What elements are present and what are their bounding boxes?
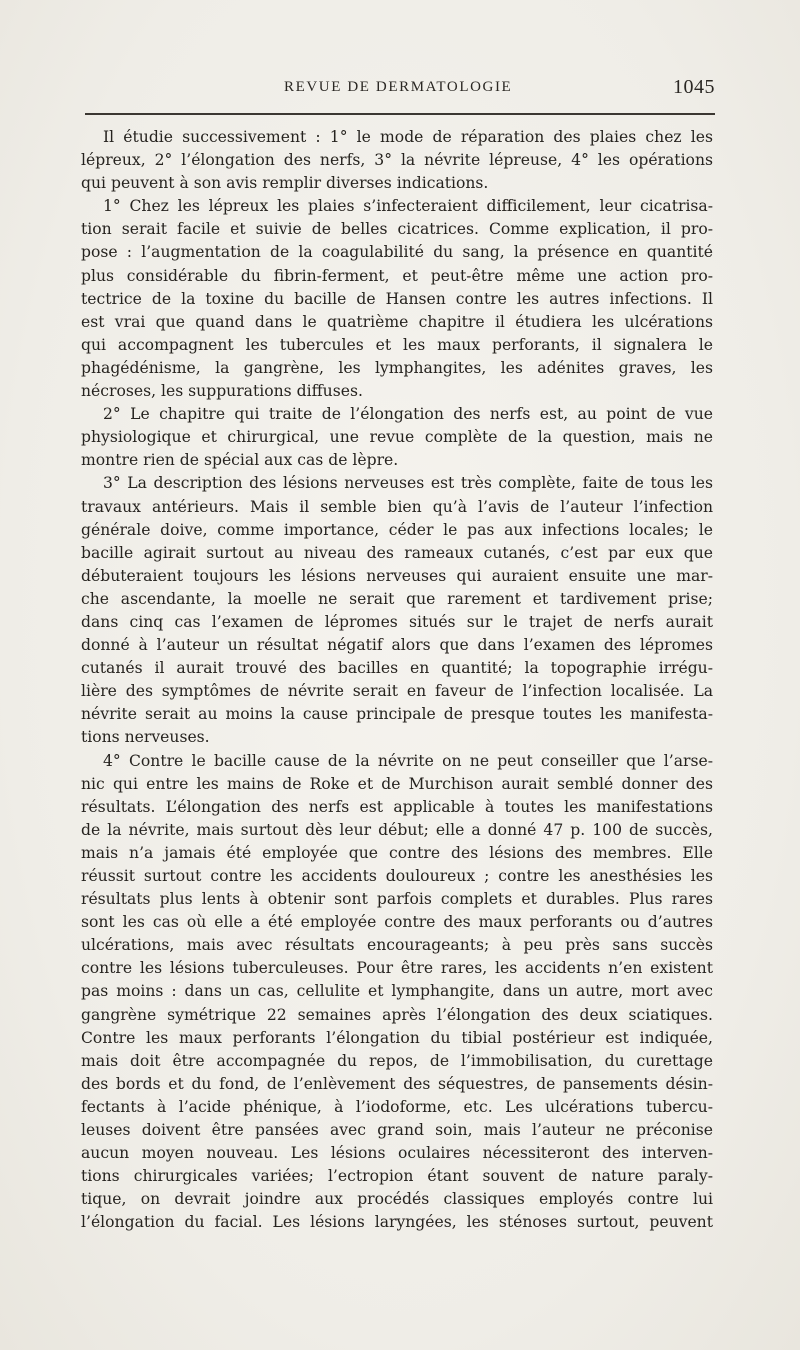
text-line: est vrai que quand dans le quatrième chapitre il étudiera les ulcérations: [81, 312, 713, 331]
text-line: qui accompagnent les tubercules et les maux perforants, il signalera le: [81, 335, 713, 354]
text-line: montre rien de spécial aux cas de lèpre.: [81, 451, 399, 470]
text-line: lière des symptômes de névrite serait en faveur de l’infection localisée. La: [81, 682, 713, 701]
text-line: de la névrite, mais surtout dès leur début; elle a donné 47 p. 100 de succès,: [81, 820, 713, 839]
text-line: qui peuvent à son avis remplir diverses indications.: [81, 174, 489, 193]
text-line: cutanés il aurait trouvé des bacilles en quantité; la topographie irrégu-: [81, 659, 713, 678]
body-text: [81, 126, 713, 1235]
text-line: Il étudie successivement : 1° le mode de réparation des plaies chez les: [103, 128, 713, 146]
text-line: fectants à l’acide phénique, à l’iodoforme, etc. Les ulcérations tubercu-: [81, 1097, 713, 1116]
text-line: phagédénisme, la gangrène, les lymphangites, les adénites graves, les: [81, 358, 713, 377]
text-line: tectrice de la toxine du bacille de Hansen contre les autres infections. Il: [81, 289, 713, 308]
text-line: tions nerveuses.: [81, 728, 210, 747]
header-rule: [85, 113, 715, 115]
text-line: travaux antérieurs. Mais il semble bien qu’à l’avis de l’auteur l’infection: [81, 497, 713, 516]
text-line: pose : l’augmentation de la coagulabilité du sang, la présence en quantité: [81, 243, 713, 262]
text-line: tions chirurgicales variées; l’ectropion étant souvent de nature paraly-: [81, 1167, 713, 1186]
text-line: réussit surtout contre les accidents douloureux ; contre les anesthésies les: [81, 867, 713, 885]
text-line: 4° Contre le bacille cause de la névrite on ne peut conseiller que l’arse-: [103, 751, 713, 770]
text-line: Contre les maux perforants l’élongation du tibial postérieur est indiquée,: [81, 1028, 713, 1047]
text-line: bacille agirait surtout au niveau des rameaux cutanés, c’est par eux que: [81, 543, 713, 562]
text-line: gangrène symétrique 22 semaines après l’élongation des deux sciatiques.: [81, 1005, 713, 1024]
text-line: pas moins : dans un cas, cellulite et lymphangite, dans un autre, mort avec: [81, 982, 713, 1001]
journal-title: REVUE DE DERMATOLOGIE: [284, 79, 513, 95]
text-line: ulcérations, mais avec résultats encourageants; à peu près sans succès: [81, 936, 713, 955]
running-head: [85, 76, 715, 102]
text-line: sont les cas où elle a été employée contre des maux perforants ou d’autres: [81, 913, 713, 932]
text-line: physiologique et chirurgical, une revue complète de la question, mais ne: [81, 428, 713, 447]
text-line: résultats. L’élongation des nerfs est applicable à toutes les manifestations: [81, 797, 713, 816]
text-line: résultats plus lents à obtenir sont parfois complets et durables. Plus rares: [81, 890, 713, 909]
text-line: che ascendante, la moelle ne serait que rarement et tardivement prise;: [81, 589, 713, 608]
text-line: plus considérable du fibrin-ferment, et peut-être même une action pro-: [81, 266, 713, 285]
text-line: nécroses, les suppurations diffuses.: [81, 382, 363, 401]
text-line: tion serait facile et suivie de belles cicatrices. Comme explication, il pro-: [81, 220, 713, 239]
text-line: dans cinq cas l’examen de lépromes situés sur le trajet de nerfs aurait: [81, 612, 713, 631]
text-line: donné à l’auteur un résultat négatif alors que dans l’examen des lépromes: [81, 636, 713, 655]
text-line: des bords et du fond, de l’enlèvement des séquestres, de pansements désin-: [81, 1074, 713, 1093]
text-line: mais doit être accompagnée du repos, de l’immobilisation, du curettage: [81, 1051, 713, 1070]
text-line: aucun moyen nouveau. Les lésions oculaires nécessiteront des interven-: [81, 1144, 713, 1163]
text-line: 2° Le chapitre qui traite de l’élongation des nerfs est, au point de vue: [103, 405, 713, 424]
text-line: l’élongation du facial. Les lésions laryngées, les sténoses surtout, peuvent: [81, 1213, 713, 1232]
text-line: lépreux, 2° l’élongation des nerfs, 3° la névrite lépreuse, 4° les opérations: [81, 151, 713, 170]
text-line: débuteraient toujours les lésions nerveuses qui auraient ensuite une mar-: [81, 566, 713, 585]
text-line: nic qui entre les mains de Roke et de Murchison aurait semblé donner des: [81, 774, 713, 793]
text-line: névrite serait au moins la cause principale de presque toutes les manifesta-: [81, 705, 713, 724]
text-line: tique, on devrait joindre aux procédés classiques employés contre lui: [81, 1190, 713, 1209]
text-line: générale doive, comme importance, céder le pas aux infections locales; le: [81, 520, 713, 539]
text-line: mais n’a jamais été employée que contre des lésions des membres. Elle: [81, 843, 713, 862]
text-line: contre les lésions tuberculeuses. Pour être rares, les accidents n’en existent: [81, 959, 713, 978]
page-number: 1045: [673, 76, 715, 98]
text-line: leuses doivent être pansées avec grand soin, mais l’auteur ne préconise: [81, 1121, 713, 1140]
text-line: 3° La description des lésions nerveuses est très complète, faite de tous les: [103, 474, 713, 493]
text-line: 1° Chez les lépreux les plaies s’infecteraient difficilement, leur cicatrisa-: [103, 197, 713, 216]
